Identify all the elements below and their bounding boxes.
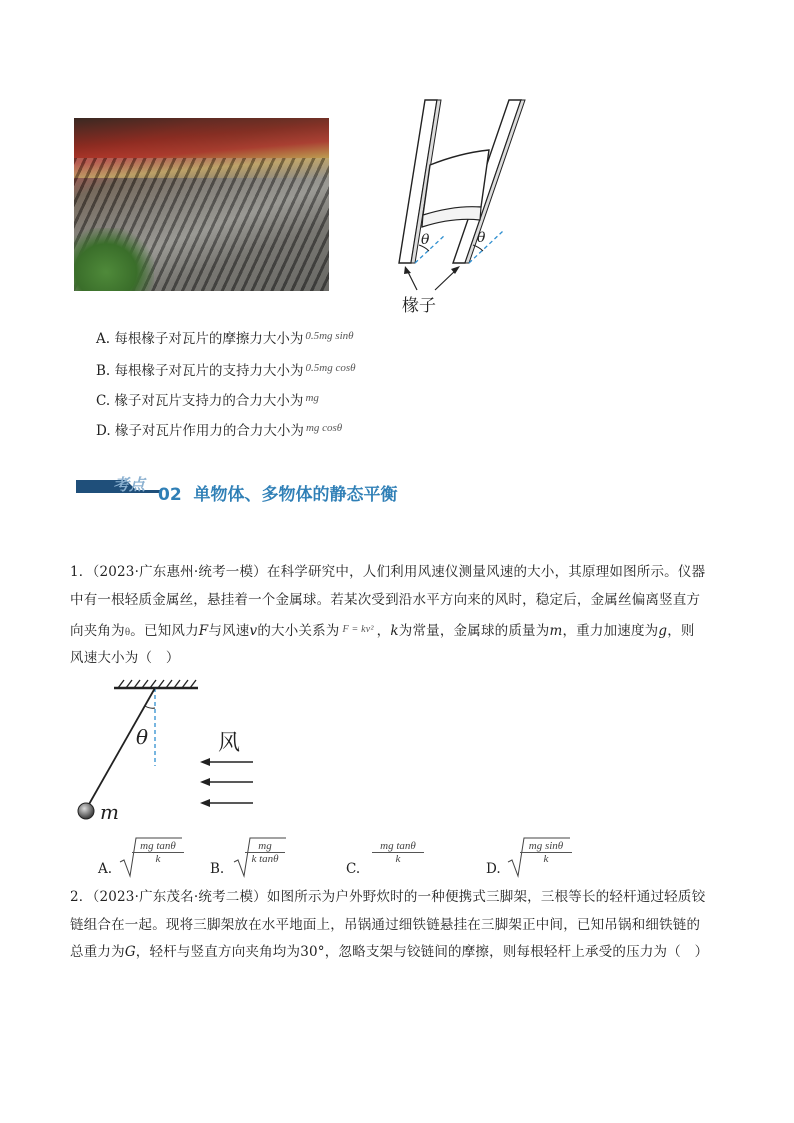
option-c: C. 椽子对瓦片支持力的合力大小为 $^{mg}$ — [96, 392, 319, 409]
q1-line3: 向夹角为θ。已知风力F与风速v的大小关系为 $^{F = kv^2}$ ，k为常量，金属球的质量为m，重力加速度为g，则 — [70, 623, 695, 639]
section-title: 02 单物体、多物体的静态平衡 — [158, 485, 398, 505]
angle-theta-left: θ — [421, 232, 430, 248]
q1-option-c-letter: C. — [346, 861, 361, 877]
q1-line1: 1．（2023·广东惠州·统考一模）在科学研究中，人们利用风速仪测量风速的大小，其原理如图所示。仪器 — [70, 564, 706, 580]
q2-line3: 总重力为G，轻杆与竖直方向夹角均为30°，忽略支架与铰链间的摩擦，则每根轻杆上承受的压力为（ ） — [70, 944, 709, 960]
q1-option-b-fraction: $\frac{mg}{\text{k tanθ}}$ — [245, 840, 285, 865]
q1-option-a-letter: A. — [98, 861, 113, 877]
wind-theta: θ — [136, 725, 149, 749]
q1-option-b-letter: B. — [210, 861, 225, 877]
mass-label: m — [100, 800, 119, 824]
option-b: B. 每根椽子对瓦片的支持力大小为 $^{0.5mg cos\theta}$ — [96, 362, 356, 379]
option-a: A. 每根椽子对瓦片的摩擦力大小为 $^{0.5mg sin\theta}$ — [96, 330, 354, 347]
q2-line2: 链组合在一起。现将三脚架放在水平地面上，吊锅通过细铁链悬挂在三脚架正中间，已知吊锅和细铁链的 — [70, 917, 701, 933]
q1-option-d-fraction: $\frac{\text{mg sinθ}}{k}$ — [520, 840, 572, 865]
q1-line4: 风速大小为（ ） — [70, 650, 180, 666]
rafter-diagram — [385, 95, 535, 320]
option-d: D. 椽子对瓦片作用力的合力大小为 $^{mg cos\theta}$ — [96, 422, 343, 439]
angle-theta-right: θ — [477, 230, 486, 246]
q1-option-a-fraction: $\frac{\text{mg tanθ}}{k}$ — [132, 840, 184, 865]
section-tag: 考点 — [113, 475, 146, 494]
wind-label: 风 — [218, 731, 241, 756]
roof-photo — [74, 118, 329, 291]
q1-line2: 中有一根轻质金属丝，悬挂着一个金属球。若某次受到沿水平方向来的风时，稳定后，金属丝偏离竖直方 — [70, 592, 701, 608]
q2-line1: 2．（2023·广东茂名·统考二模）如图所示为户外野炊时的一种便携式三脚架，三根等长的轻杆通过轻质铰 — [70, 889, 706, 905]
q1-option-d-letter: D. — [486, 861, 501, 877]
rafter-label: 椽子 — [402, 296, 436, 316]
wind-diagram — [70, 678, 270, 826]
q1-option-c-fraction: $\frac{\text{mg tanθ}}{k}$ — [372, 840, 424, 865]
